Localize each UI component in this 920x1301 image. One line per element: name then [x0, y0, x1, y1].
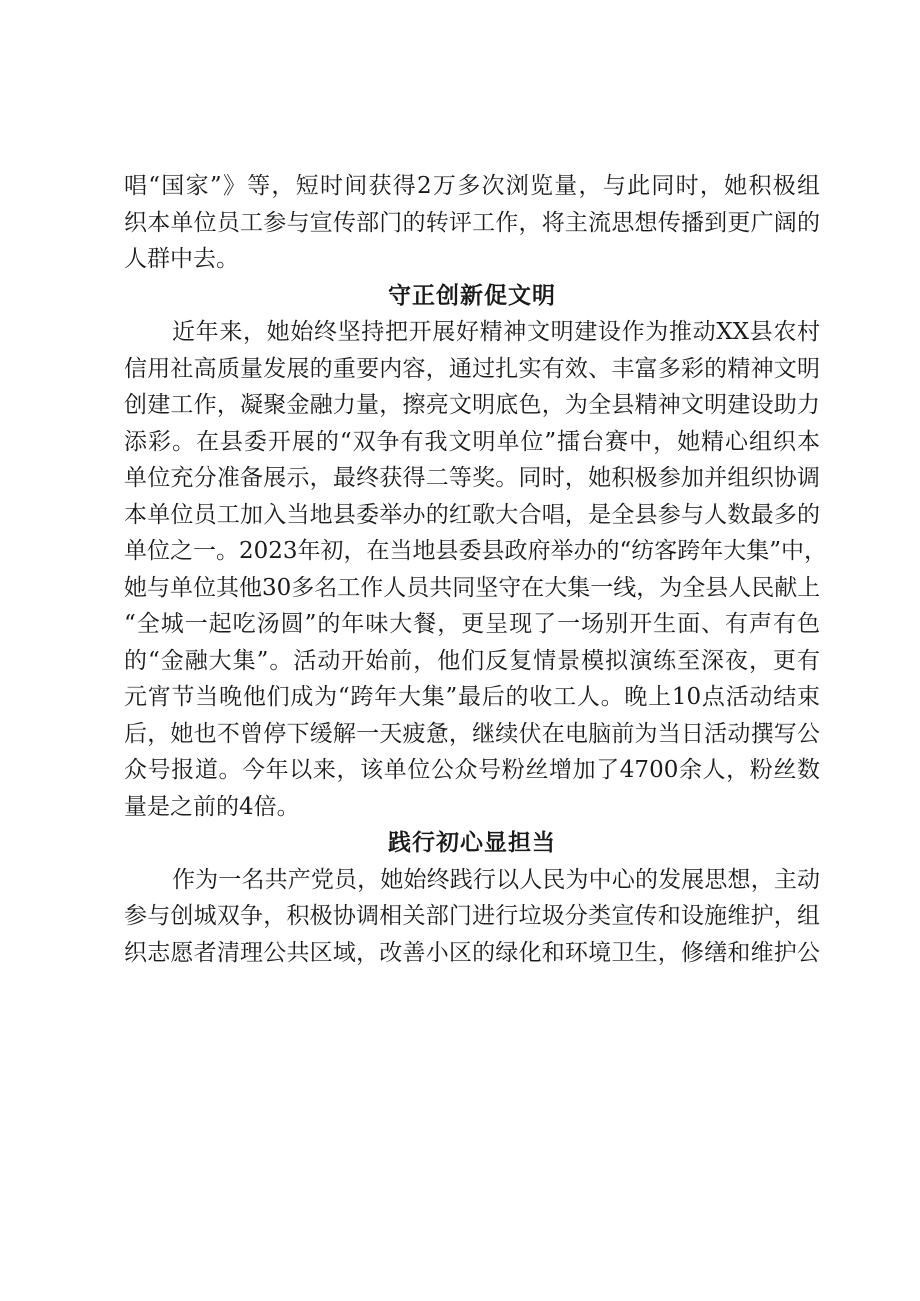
text-line: 创建工作，凝聚金融力量，擦亮文明底色，为全县精神文明建设助力	[124, 392, 820, 418]
text-line: 后，她也不曾停下缓解一天疲惫，继续伏在电脑前为当日活动撰写公	[124, 720, 820, 747]
text-line: 众号报道。今年以来，该单位公众号粉丝增加了4700余人，粉丝数	[124, 757, 820, 783]
text-line: 织本单位员工参与宣传部门的转评工作，将主流思想传播到更广阔的	[124, 209, 820, 236]
text-line: “全城一起吃汤圆”的年味大餐，更呈现了一场别开生面、有声有色	[124, 611, 820, 637]
text-line: 本单位员工加入当地县委举办的红歌大合唱，是全县参与人数最多的	[124, 501, 820, 528]
section-heading-2: 践行初心显担当	[388, 830, 556, 856]
text-line: 人群中去。	[124, 246, 239, 272]
text-line: 单位之一。2023年初，在当地县委县政府举办的“纺客跨年大集”中，	[124, 538, 828, 564]
text-line: 元宵节当晚他们成为“跨年大集”最后的收工人。晚上10点活动结束	[124, 684, 820, 710]
text-line: 参与创城双争，积极协调相关部门进行垃圾分类宣传和设施维护，组	[124, 903, 820, 929]
text-line: 添彩。在县委开展的“双争有我文明单位”擂台赛中，她精心组织本	[124, 428, 820, 455]
text-line: 信用社高质量发展的重要内容，通过扎实有效、丰富多彩的精神文明	[124, 355, 820, 382]
text-line: 唱“国家”》等，短时间获得2万多次浏览量，与此同时，她积极组	[124, 173, 820, 199]
section-heading-1: 守正创新促文明	[388, 282, 556, 309]
text-line: 量是之前的4倍。	[124, 793, 300, 820]
text-line: 作为一名共产党员，她始终践行以人民为中心的发展思想，主动	[172, 866, 820, 893]
paragraph-continuation	[124, 168, 820, 278]
text-line: 的“金融大集”。活动开始前，他们反复情景模拟演练至深夜，更有	[124, 647, 820, 674]
document-page	[124, 168, 828, 971]
text-line: 近年来，她始终坚持把开展好精神文明建设作为推动XX县农村	[172, 319, 820, 345]
section-1-paragraph	[124, 314, 828, 825]
text-line: 织志愿者清理公共区域，改善小区的绿化和环境卫生，修缮和维护公	[124, 939, 820, 966]
text-line: 她与单位其他30多名工作人员共同坚守在大集一线，为全县人民献上	[124, 574, 821, 601]
text-line: 单位充分准备展示，最终获得二等奖。同时，她积极参加并组织协调	[124, 465, 820, 491]
section-2-paragraph	[124, 862, 820, 972]
